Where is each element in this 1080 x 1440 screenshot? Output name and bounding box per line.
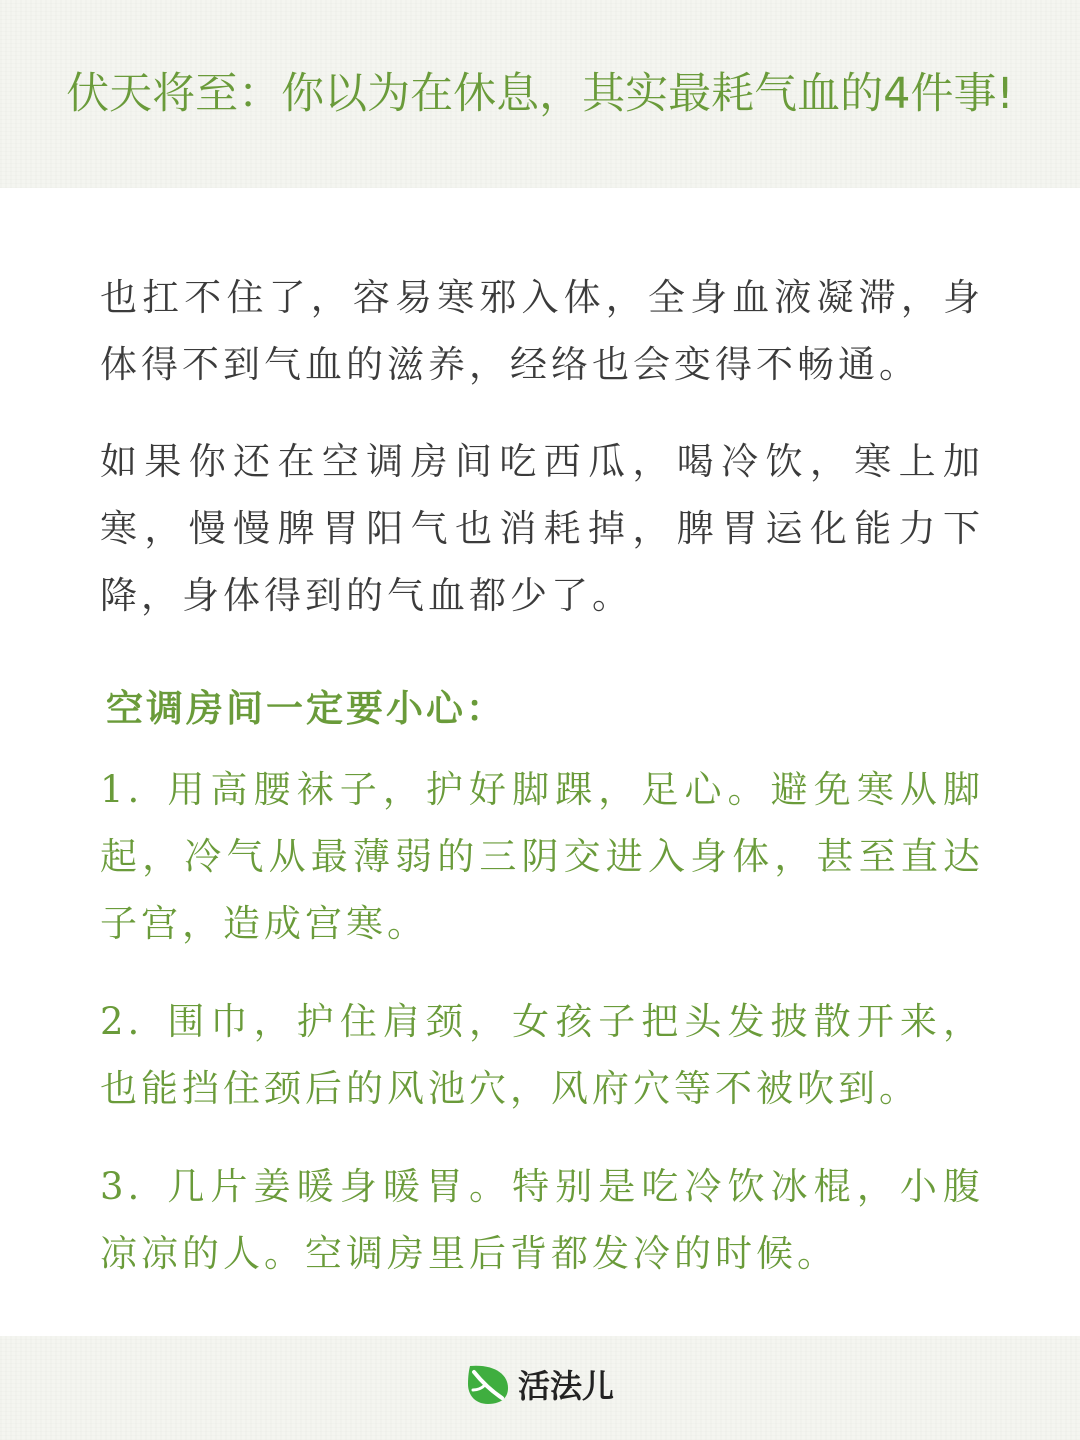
tip-text: 围巾，护住肩颈，女孩子把头发披散开来，也能挡住颈后的风池穴，风府穴等不被吹到。	[100, 1000, 984, 1110]
leaf-icon	[464, 1360, 512, 1408]
article-title: 伏天将至：你以为在休息，其实最耗气血的4件事!	[66, 69, 1014, 119]
tip-item-1	[100, 756, 984, 957]
body-paragraph-1: 也扛不住了，容易寒邪入体，全身血液凝滞，身体得不到气血的滋养，经络也会变得不畅通。	[100, 276, 984, 386]
footer-band	[0, 1336, 1080, 1440]
tip-number: 1.	[100, 768, 144, 811]
tip-item-3	[100, 1153, 984, 1287]
section-subheading: 空调房间一定要小心：	[106, 687, 506, 730]
body-paragraph-2: 如果你还在空调房间吃西瓜，喝冷饮，寒上加寒，慢慢脾胃阳气也消耗掉，脾胃运化能力下降，身体得到的气血都少了。	[100, 440, 984, 617]
tip-text: 用高腰袜子，护好脚踝，足心。避免寒从脚起，冷气从最薄弱的三阴交进入身体，甚至直达子宫，造成宫寒。	[100, 768, 984, 945]
article-body	[100, 264, 984, 1287]
tip-number: 3.	[100, 1165, 144, 1208]
tip-number: 2.	[100, 1000, 144, 1043]
tip-text: 几片姜暖身暖胃。特别是吃冷饮冰棍，小腹凉凉的人。空调房里后背都发冷的时候。	[100, 1165, 984, 1275]
brand-name: 活法儿	[518, 1367, 615, 1405]
tip-item-2	[100, 988, 984, 1122]
brand-logo	[464, 1356, 614, 1412]
header-band	[0, 0, 1080, 188]
